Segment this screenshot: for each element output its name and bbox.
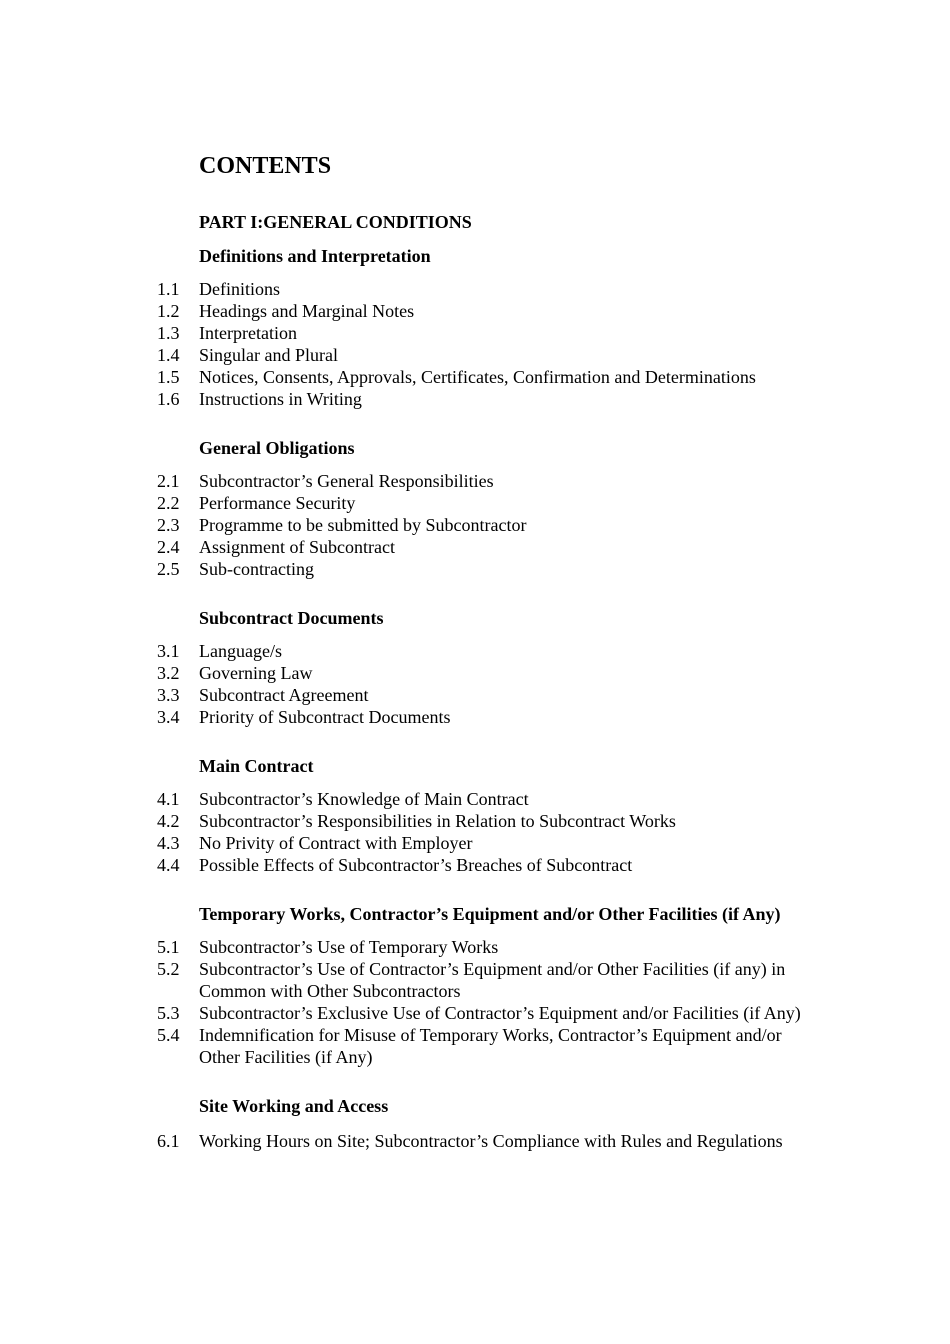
entry-number: 2.2 xyxy=(157,493,180,513)
toc-entry xyxy=(157,936,807,958)
toc-entry xyxy=(157,388,807,410)
toc-entry xyxy=(157,558,807,580)
part-heading: PART I:GENERAL CONDITIONS xyxy=(199,212,472,232)
entry-number: 3.1 xyxy=(157,641,180,661)
toc-entry xyxy=(157,366,807,388)
toc-entry xyxy=(157,1002,807,1024)
toc-section-1 xyxy=(157,245,807,410)
entry-title: Programme to be submitted by Subcontractor xyxy=(199,515,527,535)
entry-title: Singular and Plural xyxy=(199,345,338,365)
entry-title: No Privity of Contract with Employer xyxy=(199,833,473,853)
toc-entry xyxy=(157,300,807,322)
entry-title: Assignment of Subcontract xyxy=(199,537,395,557)
entry-title: Subcontractor’s Exclusive Use of Contractor’s Equipment and/or Facilities (if Any) xyxy=(199,1003,801,1023)
entry-title: Subcontractor’s Use of Temporary Works xyxy=(199,937,499,957)
entry-title: Notices, Consents, Approvals, Certificates, Confirmation and Determinations xyxy=(199,367,756,387)
entry-title: Language/s xyxy=(199,641,282,661)
entry-title: Sub-contracting xyxy=(199,559,314,579)
toc-entry xyxy=(157,958,807,1002)
entry-number: 1.4 xyxy=(157,345,180,365)
section-heading: Temporary Works, Contractor’s Equipment and/or Other Facilities (if Any) xyxy=(199,904,781,924)
entry-title: Definitions xyxy=(199,279,280,299)
entry-title: Instructions in Writing xyxy=(199,389,362,409)
toc-section-6 xyxy=(157,1095,807,1154)
toc-section-4 xyxy=(157,755,807,876)
toc-section-2 xyxy=(157,437,807,580)
entry-number: 1.6 xyxy=(157,389,180,409)
entry-number: 2.5 xyxy=(157,559,180,579)
entry-title: Subcontractor’s General Responsibilities xyxy=(199,471,494,491)
toc-entry xyxy=(157,1024,807,1068)
entry-title: Subcontract Agreement xyxy=(199,685,369,705)
toc-entry xyxy=(157,706,807,728)
entry-number: 5.1 xyxy=(157,937,180,957)
entry-title: Performance Security xyxy=(199,493,356,513)
toc-entry xyxy=(157,344,807,366)
entry-title: Subcontractor’s Responsibilities in Relation to Subcontract Works xyxy=(199,811,676,831)
section-heading: Main Contract xyxy=(199,756,314,776)
table-of-contents xyxy=(157,245,807,1154)
entry-number: 5.3 xyxy=(157,1003,180,1023)
entry-number: 2.3 xyxy=(157,515,180,535)
entry-title: Governing Law xyxy=(199,663,313,683)
entry-number: 4.1 xyxy=(157,789,180,809)
toc-entry xyxy=(157,832,807,854)
section-heading: Definitions and Interpretation xyxy=(199,246,431,266)
entry-title: Indemnification for Misuse of Temporary Works, Contractor’s Equipment and/or Other Facilities (if Any) xyxy=(199,1025,782,1067)
toc-entry xyxy=(157,640,807,662)
entry-title: Working Hours on Site; Subcontractor’s Compliance with Rules and Regulations xyxy=(199,1131,783,1151)
toc-section-5 xyxy=(157,898,807,1068)
entry-title: Interpretation xyxy=(199,323,297,343)
entry-number: 5.2 xyxy=(157,959,180,979)
toc-entry xyxy=(157,322,807,344)
entry-number: 3.4 xyxy=(157,707,180,727)
entry-number: 1.1 xyxy=(157,279,180,299)
entry-number: 4.2 xyxy=(157,811,180,831)
toc-entry xyxy=(157,536,807,558)
section-heading: Site Working and Access xyxy=(199,1096,389,1116)
entry-number: 1.5 xyxy=(157,367,180,387)
page-title: CONTENTS xyxy=(199,153,332,179)
toc-entry xyxy=(157,684,807,706)
entry-number: 3.3 xyxy=(157,685,180,705)
entry-number: 2.1 xyxy=(157,471,180,491)
section-heading: Subcontract Documents xyxy=(199,608,384,628)
toc-entry xyxy=(157,492,807,514)
toc-section-3 xyxy=(157,607,807,728)
entry-title: Priority of Subcontract Documents xyxy=(199,707,451,727)
toc-entry xyxy=(157,278,807,300)
toc-entry xyxy=(157,854,807,876)
toc-entry xyxy=(157,470,807,492)
section-heading: General Obligations xyxy=(199,438,355,458)
toc-entry xyxy=(157,514,807,536)
entry-number: 3.2 xyxy=(157,663,180,683)
entry-number: 1.3 xyxy=(157,323,180,343)
entry-number: 4.4 xyxy=(157,855,180,875)
entry-title: Possible Effects of Subcontractor’s Breaches of Subcontract xyxy=(199,855,633,875)
entry-number: 1.2 xyxy=(157,301,180,321)
toc-entry xyxy=(157,662,807,684)
toc-entry xyxy=(157,788,807,810)
entry-title: Subcontractor’s Knowledge of Main Contract xyxy=(199,789,529,809)
toc-entry xyxy=(157,810,807,832)
toc-entry xyxy=(157,1128,807,1154)
entry-number: 5.4 xyxy=(157,1025,180,1045)
entry-title: Headings and Marginal Notes xyxy=(199,301,415,321)
entry-number: 4.3 xyxy=(157,833,180,853)
entry-title: Subcontractor’s Use of Contractor’s Equipment and/or Other Facilities (if any) in Common with Other Subcontractors xyxy=(199,959,786,1001)
entry-number: 6.1 xyxy=(157,1131,180,1151)
entry-number: 2.4 xyxy=(157,537,180,557)
